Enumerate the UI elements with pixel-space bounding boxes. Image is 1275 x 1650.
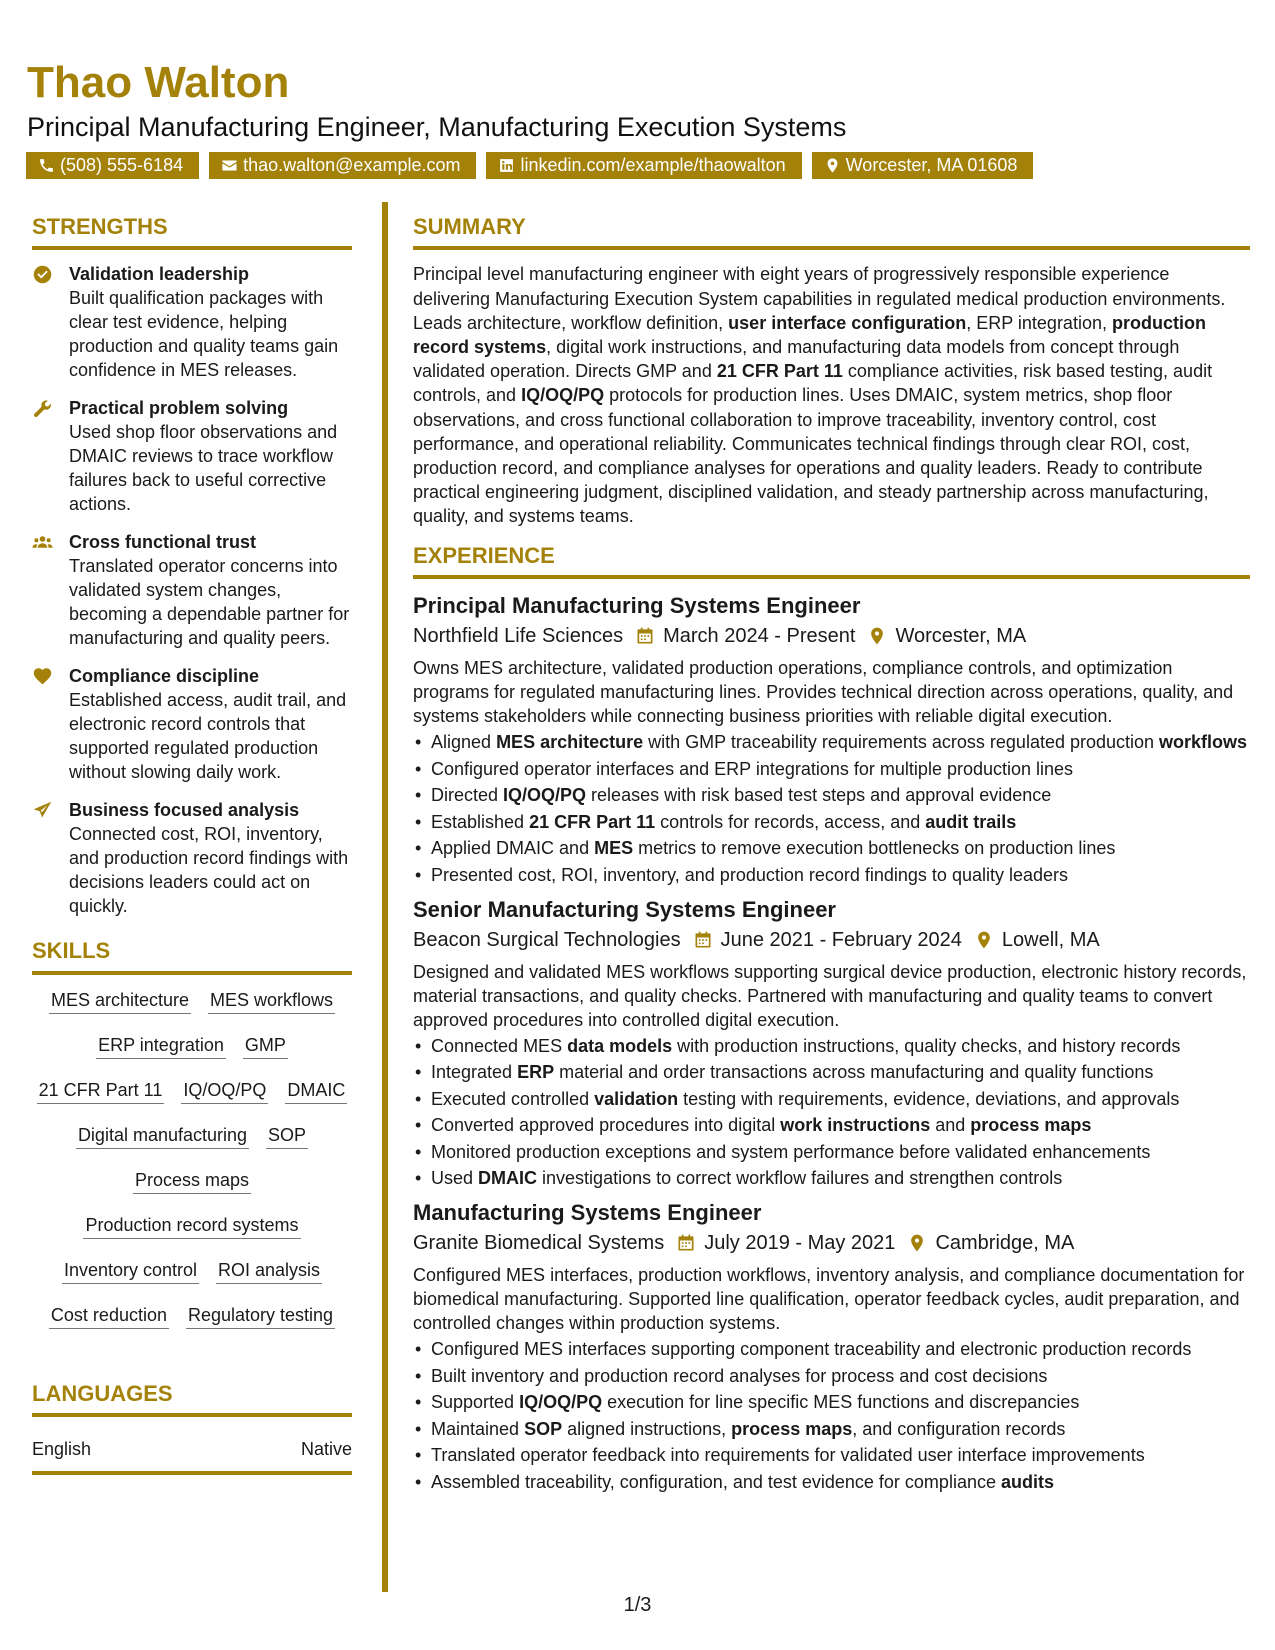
skill-tag: Process maps (133, 1167, 251, 1194)
strength-item (32, 530, 352, 650)
bullet-text: Converted approved procedures into digital (431, 1115, 781, 1136)
job-meta (413, 925, 1250, 955)
language-level: Native (300, 1439, 352, 1460)
column-divider (382, 202, 388, 1592)
strength-title: Validation leadership (69, 264, 250, 285)
skill-tag: Inventory control (62, 1257, 199, 1284)
bullet-bold-text: process maps (970, 1115, 1092, 1136)
job-bullet (413, 730, 1250, 754)
job-description: Configured MES interfaces, production workflows, inventory analysis, and compliance documentation for biomedical manufacturing. Supported line qualification, operator feedback cycles, audit preparation, and controlled changes within production systems. (413, 1265, 1245, 1334)
language-name: English (32, 1439, 92, 1460)
bullet-bold-text: ERP (517, 1062, 555, 1083)
bullet-text: Established (431, 811, 530, 832)
users-icon (32, 532, 53, 553)
experience-heading: EXPERIENCE (413, 543, 1250, 579)
bullet-text: Directed (431, 785, 504, 806)
job-company: Northfield Life Sciences (413, 625, 624, 648)
bullet-bold-text: SOP (524, 1418, 563, 1439)
skills-list (32, 987, 352, 1347)
bullet-text: testing with requirements, evidence, deviations, and approvals (678, 1088, 1180, 1109)
linkedin-icon (498, 157, 515, 174)
contact-bar (26, 152, 1033, 179)
map-pin-icon (824, 157, 841, 174)
skill-tag: MES workflows (208, 987, 335, 1014)
skill-tag: DMAIC (285, 1077, 347, 1104)
skill-tag: GMP (243, 1032, 288, 1059)
linkedin-text: linkedin.com/example/thaowalton (520, 155, 786, 175)
bullet-bold-text: MES architecture (496, 732, 644, 753)
paper-plane-icon (32, 800, 53, 821)
phone-text: (508) 555-6184 (60, 155, 184, 175)
strength-item (32, 396, 352, 516)
skill-tag: ROI analysis (216, 1257, 322, 1284)
job-dates: July 2019 - May 2021 (704, 1232, 896, 1255)
job-meta (413, 1228, 1250, 1258)
strength-item (32, 262, 352, 382)
strength-title: Business focused analysis (69, 800, 300, 821)
bullet-text: Translated operator feedback into requirements for validated user interface improvements (431, 1445, 1145, 1466)
job-title: Principal Manufacturing Systems Engineer (413, 593, 861, 619)
job-bullet (413, 783, 1250, 807)
job-dates: June 2021 - February 2024 (720, 928, 962, 951)
summary-text: compliance activities, risk based testing, audit controls, and (413, 361, 1213, 406)
strength-desc: Translated operator concerns into validated system changes, becoming a dependable partner for manufacturing and quality peers. (69, 556, 350, 649)
bullet-text: execution for line specific MES functions and discrepancies (602, 1392, 1080, 1413)
bullet-text: Aligned (431, 732, 497, 753)
job-description: Designed and validated MES workflows supporting surgical device production, electronic history records, material transactions, and quality checks. Partnered with manufacturing and quality teams to convert approved procedures into controlled digital execution. (413, 961, 1247, 1030)
right-column (413, 214, 1250, 1502)
bullet-bold-text: audits (1000, 1471, 1054, 1492)
job-bullet (413, 1140, 1250, 1164)
contact-linkedin[interactable] (486, 152, 801, 179)
calendar-icon (676, 1233, 696, 1253)
map-pin-icon (907, 1233, 927, 1253)
email-text: thao.walton@example.com (243, 155, 461, 175)
bullet-bold-text: MES (594, 838, 634, 859)
job-bullets (413, 1034, 1250, 1191)
job-entry (413, 1198, 1250, 1494)
map-pin-icon (867, 626, 887, 646)
summary-text: Principal level manufacturing engineer with eight years of progressively responsible experience delivering Manufacturing Execution System capabilities in regulated medical production environments. Leads architecture, workflow definition, (413, 264, 1226, 333)
bullet-text: with production instructions, quality checks, and history records (672, 1035, 1181, 1056)
bullet-text: and (930, 1115, 971, 1136)
bullet-text: Supported (431, 1392, 520, 1413)
strength-title: Compliance discipline (69, 666, 260, 687)
bullet-text: Assembled traceability, configuration, and test evidence for compliance (431, 1471, 1001, 1492)
bullet-bold-text: 21 CFR Part 11 (529, 811, 656, 832)
strengths-heading: STRENGTHS (32, 214, 352, 250)
languages-heading: LANGUAGES (32, 1381, 352, 1417)
bullet-text: aligned instructions, (562, 1418, 732, 1439)
page-number: 1/3 (623, 1594, 652, 1616)
job-bullet (413, 1087, 1250, 1111)
skill-tag: Regulatory testing (186, 1302, 335, 1329)
bullet-text: , and configuration records (852, 1418, 1066, 1439)
job-bullet (413, 810, 1250, 834)
bullet-bold-text: validation (594, 1088, 679, 1109)
summary-text: protocols for production lines. Uses DMAIC, system metrics, shop floor observations, and cross functional collaboration to improve traceability, inventory control, cost performance, and operational reliability. Communicates technical findings through clear ROI, cost, production record, and compliance analyses for operations and quality leaders. Ready to contribute practical engineering judgment, disciplined validation, and steady partnership across manufacturing, quality, and systems teams. (413, 385, 1209, 527)
bullet-bold-text: DMAIC (478, 1168, 538, 1189)
bullet-text: Integrated (431, 1062, 518, 1083)
job-bullet (413, 1417, 1250, 1441)
contact-phone[interactable] (26, 152, 199, 179)
summary-bold-text: production record systems (413, 312, 1206, 357)
skills-heading: SKILLS (32, 938, 352, 974)
bullet-text: Maintained (431, 1418, 525, 1439)
skill-tag: IQ/OQ/PQ (181, 1077, 268, 1104)
wrench-icon (32, 398, 53, 419)
job-bullet (413, 836, 1250, 860)
bullet-bold-text: IQ/OQ/PQ (519, 1392, 603, 1413)
job-location: Worcester, MA (895, 625, 1027, 648)
job-bullet (413, 863, 1250, 887)
experience-list (413, 591, 1250, 1494)
job-bullet (413, 1060, 1250, 1084)
bullet-text: releases with risk based test steps and approval evidence (586, 785, 1052, 806)
job-company: Beacon Surgical Technologies (413, 928, 681, 951)
map-pin-icon (974, 930, 994, 950)
job-bullets (413, 1337, 1250, 1494)
job-bullet (413, 1443, 1250, 1467)
bullet-text: Configured operator interfaces and ERP integrations for multiple production lines (431, 758, 1074, 779)
job-title: Senior Manufacturing Systems Engineer (413, 896, 836, 922)
job-description: Owns MES architecture, validated production operations, compliance controls, and optimization programs for regulated manufacturing lines. Provides technical direction across operations, quality, and systems stakeholders while connecting business priorities with reliable digital execution. (413, 658, 1234, 727)
bullet-text: Built inventory and production record analyses for process and cost decisions (431, 1365, 1048, 1386)
language-item (32, 1429, 352, 1475)
skill-tag: Cost reduction (49, 1302, 169, 1329)
skill-tag: ERP integration (96, 1032, 226, 1059)
skill-tag: Digital manufacturing (76, 1122, 249, 1149)
bullet-bold-text: work instructions (780, 1115, 931, 1136)
contact-location (812, 152, 1034, 179)
job-bullets (413, 730, 1250, 887)
contact-email[interactable] (209, 152, 476, 179)
bullet-text: material and order transactions across manufacturing and quality functions (554, 1062, 1154, 1083)
bullet-text: Applied DMAIC and (431, 838, 595, 859)
bullet-text: metrics to remove execution bottlenecks on production lines (633, 838, 1116, 859)
calendar-icon (635, 626, 655, 646)
summary-bold-text: IQ/OQ/PQ (521, 385, 605, 406)
envelope-icon (221, 157, 238, 174)
bullet-text: Connected MES (431, 1035, 568, 1056)
job-bullet (413, 757, 1250, 781)
strength-desc: Established access, audit trail, and electronic record controls that supported regulated production without slowing daily work. (69, 690, 347, 783)
summary-heading: SUMMARY (413, 214, 1250, 250)
location-text: Worcester, MA 01608 (845, 155, 1018, 175)
bullet-text: Monitored production exceptions and system performance before validated enhancements (431, 1141, 1151, 1162)
phone-icon (38, 157, 55, 174)
job-dates: March 2024 - Present (663, 625, 856, 648)
skill-tag: MES architecture (49, 987, 191, 1014)
bullet-text: Executed controlled (431, 1088, 595, 1109)
job-bullet (413, 1166, 1250, 1190)
job-entry (413, 591, 1250, 887)
job-location: Cambridge, MA (935, 1232, 1075, 1255)
check-circle-icon (32, 264, 53, 285)
bullet-text: investigations to correct workflow failures and strengthen controls (537, 1168, 1063, 1189)
job-location: Lowell, MA (1001, 928, 1100, 951)
job-company: Granite Biomedical Systems (413, 1232, 665, 1255)
job-bullet (413, 1364, 1250, 1388)
bullet-text: Used (431, 1168, 479, 1189)
job-bullet (413, 1113, 1250, 1137)
bullet-text: Presented cost, ROI, inventory, and production record findings to quality leaders (431, 864, 1069, 885)
bullet-text: Configured MES interfaces supporting component traceability and electronic production records (431, 1339, 1192, 1360)
job-entry (413, 895, 1250, 1191)
calendar-icon (693, 930, 713, 950)
bullet-bold-text: IQ/OQ/PQ (503, 785, 587, 806)
strength-desc: Built qualification packages with clear test evidence, helping production and quality teams gain confidence in MES releases. (69, 288, 339, 381)
job-bullet (413, 1337, 1250, 1361)
candidate-name: Thao Walton (27, 58, 290, 107)
strength-title: Practical problem solving (69, 398, 289, 419)
left-column (32, 214, 352, 1475)
bullet-bold-text: process maps (731, 1418, 853, 1439)
summary-bold-text: 21 CFR Part 11 (716, 361, 843, 382)
strength-item (32, 798, 352, 918)
job-bullet (413, 1390, 1250, 1414)
heart-icon (32, 666, 53, 687)
bullet-bold-text: workflows (1159, 732, 1248, 753)
skill-tag: Production record systems (83, 1212, 300, 1239)
summary-text: , ERP integration, (966, 312, 1112, 333)
summary-text (413, 262, 1250, 528)
bullet-text: controls for records, access, and (655, 811, 926, 832)
job-meta (413, 621, 1250, 651)
bullet-text: with GMP traceability requirements across regulated production (643, 732, 1160, 753)
candidate-title: Principal Manufacturing Engineer, Manufacturing Execution Systems (27, 112, 847, 142)
job-bullet (413, 1470, 1250, 1494)
summary-text: , digital work instructions, and manufacturing data models from concept through validated operation. Directs GMP and (413, 337, 1180, 382)
summary-bold-text: user interface configuration (728, 312, 967, 333)
strength-title: Cross functional trust (69, 532, 257, 553)
strength-desc: Used shop floor observations and DMAIC reviews to trace workflow failures back to useful corrective actions. (69, 422, 338, 515)
job-title: Manufacturing Systems Engineer (413, 1200, 762, 1226)
strength-item (32, 664, 352, 784)
strength-desc: Connected cost, ROI, inventory, and production record findings with decisions leaders could act on quickly. (69, 824, 349, 917)
job-bullet (413, 1034, 1250, 1058)
skill-tag: 21 CFR Part 11 (37, 1077, 165, 1104)
bullet-bold-text: data models (567, 1035, 673, 1056)
skill-tag: SOP (266, 1122, 308, 1149)
bullet-bold-text: audit trails (925, 811, 1017, 832)
